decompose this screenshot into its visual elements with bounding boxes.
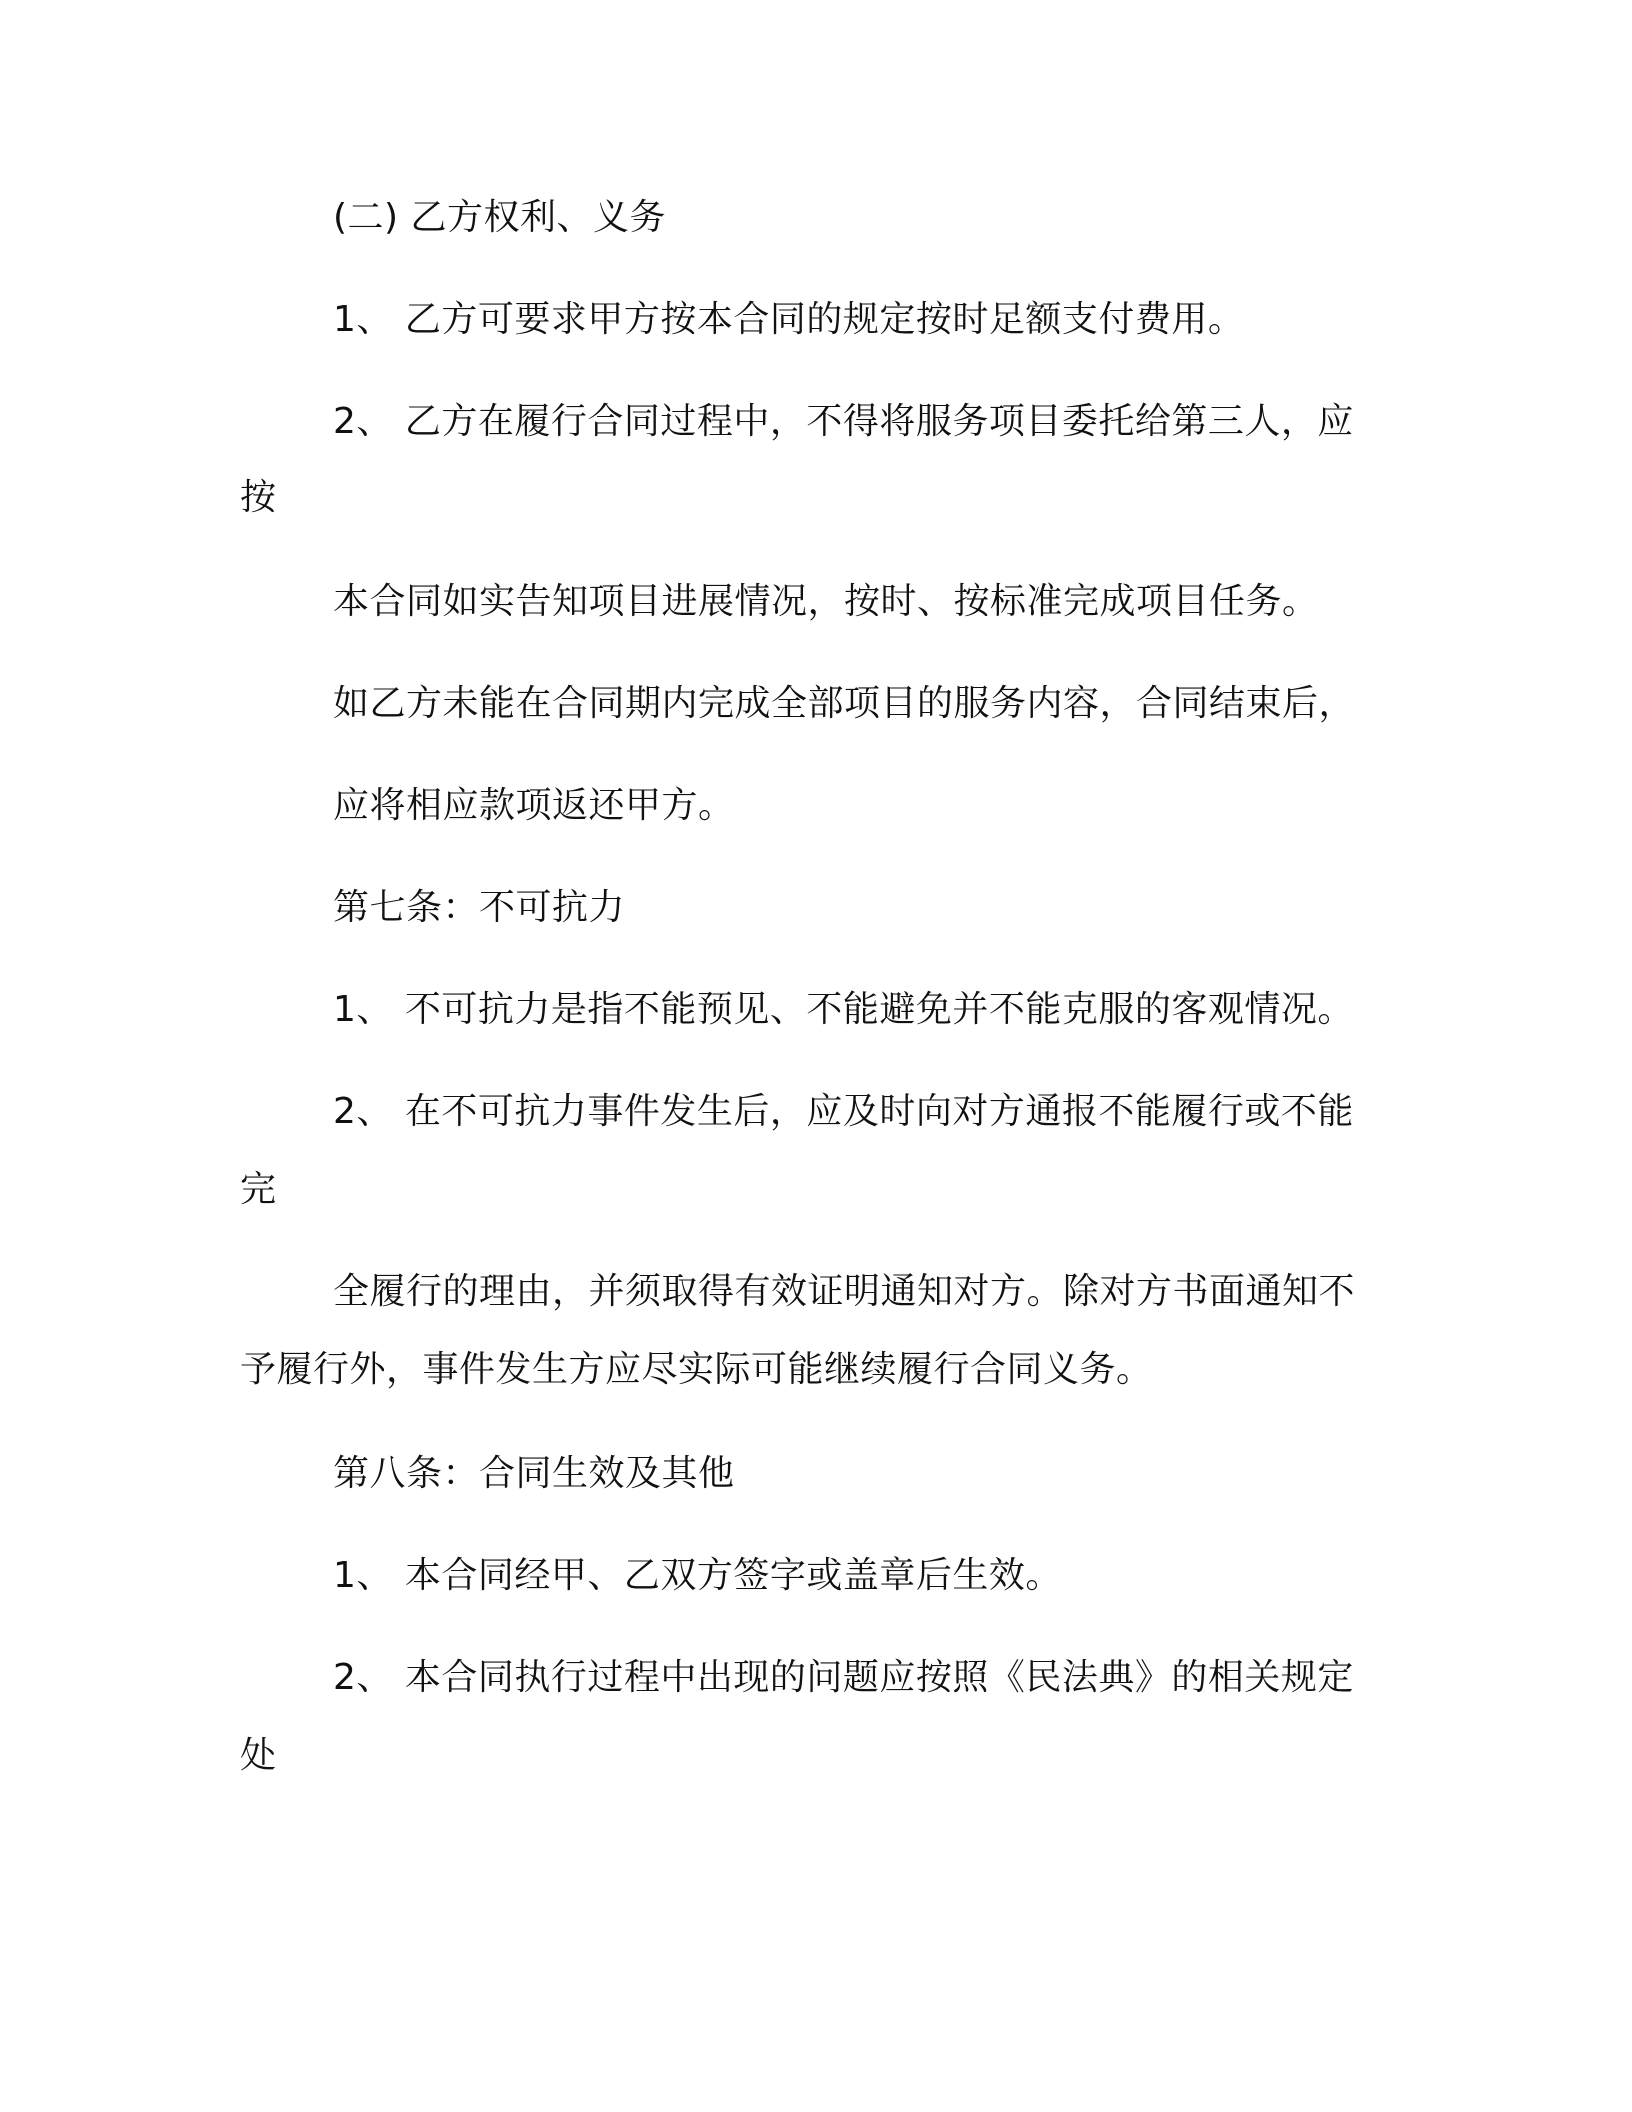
clause-paragraph: 全履行的理由，并须取得有效证明通知对方。除对方书面通知不: [333, 1271, 1356, 1312]
clause-continuation: 完: [240, 1169, 277, 1210]
clause-paragraph: 如乙方未能在合同期内完成全部项目的服务内容，合同结束后，: [333, 683, 1356, 724]
article-heading-effectiveness: 第八条：合同生效及其他: [333, 1453, 735, 1494]
article-heading-force-majeure: 第七条：不可抗力: [333, 887, 626, 928]
clause-continuation: 按: [240, 477, 277, 518]
section-heading-party-b-rights: (二) 乙方权利、义务: [333, 197, 667, 238]
clause-paragraph: 1、 本合同经甲、乙双方签字或盖章后生效。: [333, 1555, 1062, 1596]
clause-paragraph: 1、 乙方可要求甲方按本合同的规定按时足额支付费用。: [333, 299, 1245, 340]
clause-paragraph: 应将相应款项返还甲方。: [333, 785, 735, 826]
clause-paragraph: 2、 本合同执行过程中出现的问题应按照《民法典》的相关规定: [333, 1657, 1354, 1698]
clause-continuation: 处: [240, 1735, 277, 1776]
clause-continuation: 予履行外，事件发生方应尽实际可能继续履行合同义务。: [240, 1349, 1153, 1390]
clause-paragraph: 2、 在不可抗力事件发生后，应及时向对方通报不能履行或不能: [333, 1091, 1354, 1132]
clause-paragraph: 本合同如实告知项目进展情况，按时、按标准完成项目任务。: [333, 581, 1319, 622]
clause-paragraph: 2、 乙方在履行合同过程中，不得将服务项目委托给第三人，应: [333, 401, 1354, 442]
clause-paragraph: 1、 不可抗力是指不能预见、不能避免并不能克服的客观情况。: [333, 989, 1354, 1030]
